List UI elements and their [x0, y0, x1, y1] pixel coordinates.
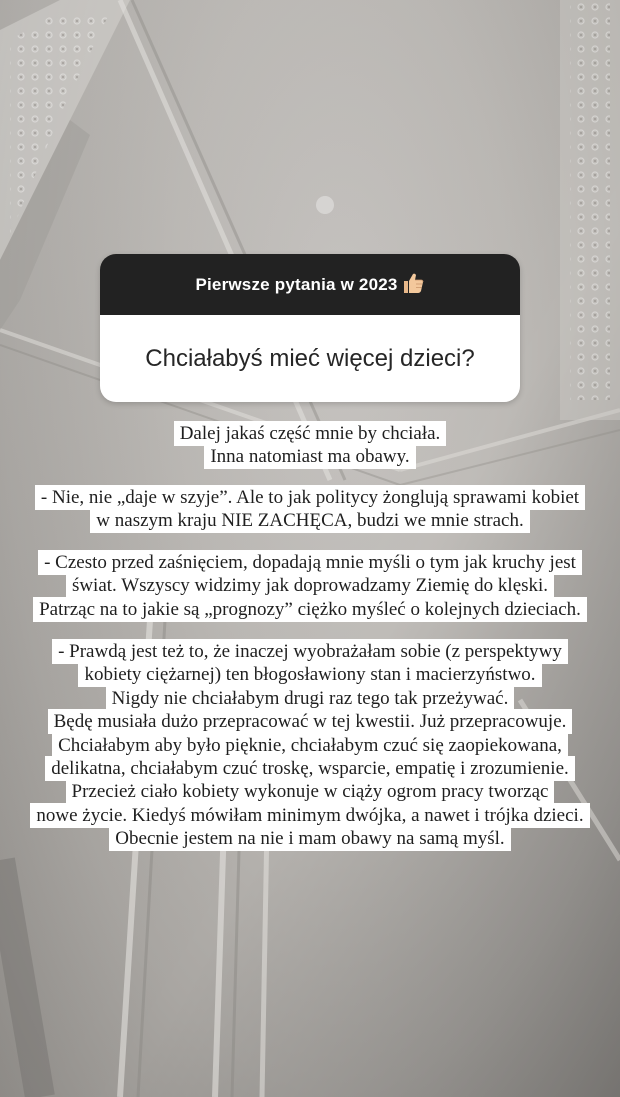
answer-paragraph-1: [0, 422, 620, 469]
answer-text: - Prawdą jest też to, że inaczej wyobrażałam sobie (z perspektywy kobiety ciężarnej) ten błogosławiony stan i macierzyństwo. Nigdy nie chciałabym drugi raz tego tak przeżywać. Będę musiała dużo przepracować w tej kwestii. Już przepracowuje. Chciałabym aby było pięknie, chciałabym czuć się zaopiekowana, delikatna, chciałabym czuć troskę, wsparcie, empatię i zrozumienie. Przecież ciało kobiety wykonuje w ciąży ogrom pracy tworząc nowe życie. Kiedyś mówiłam minimym dwójka, a nawet i trójka dzieci. Obecnie jestem na nie i mam obawy na samą myśl.: [30, 639, 589, 851]
question-sticker[interactable]: [100, 254, 520, 402]
answer-text: - Czesto przed zaśnięciem, dopadają mnie myśli o tym jak kruchy jest świat. Wszyscy widzimy jak doprowadzamy Ziemię do klęski. Patrząc na to jakie są „prognozy” ciężko myśleć o kolejnych dzieciach.: [33, 550, 587, 622]
question-sticker-header: [100, 254, 520, 315]
answer-paragraph-3: [0, 551, 620, 621]
answer-paragraph-2: [0, 486, 620, 533]
thumbs-up-icon: [401, 272, 425, 294]
question-sticker-body: [100, 315, 520, 402]
question-text: Chciałabyś mieć więcej dzieci?: [145, 344, 475, 372]
answer-text: Dalej jakaś część mnie by chciała. Inna natomiast ma obawy.: [174, 421, 447, 469]
question-sticker-title: Pierwsze pytania w 2023: [195, 274, 398, 294]
answer-paragraph-4: [0, 640, 620, 851]
answer-text: - Nie, nie „daje w szyje”. Ale to jak politycy żonglują sprawami kobiet w naszym kraju NIE ZACHĘCA, budzi we mnie strach.: [35, 485, 585, 533]
